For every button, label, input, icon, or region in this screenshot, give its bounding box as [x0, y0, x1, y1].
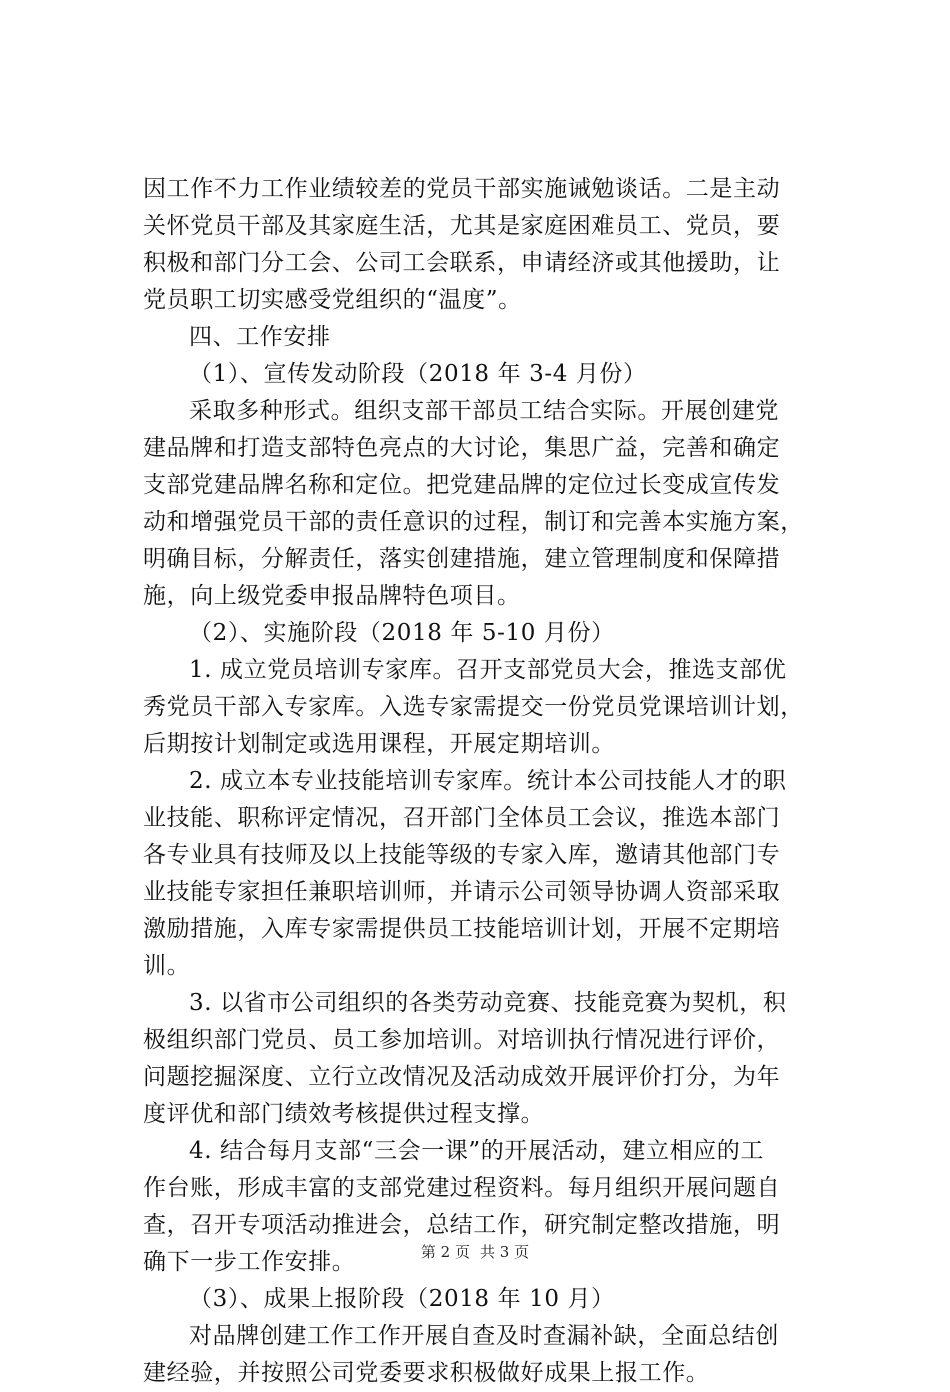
text-line: 积极和部门分工会、公司工会联系，申请经济或其他援助，让 — [143, 250, 781, 276]
text-line: 施，向上级党委申报品牌特色项目。 — [143, 583, 521, 609]
text-line: 查，召开专项活动推进会，总结工作，研究制定整改措施，明 — [143, 1212, 781, 1238]
text-line: 建经验，并按照公司党委要求积极做好成果上报工作。 — [143, 1360, 710, 1386]
page-total: 共 3 页 — [480, 1243, 530, 1261]
text-line: 2. 成立本专业技能培训专家库。统计本公司技能人才的职 — [189, 768, 787, 794]
text-line: 党员职工切实感受党组织的“温度”。 — [143, 287, 522, 313]
text-line: 3. 以省市公司组织的各类劳动竞赛、技能竞赛为契机，积 — [189, 990, 787, 1016]
text-line: 问题挖掘深度、立行立改情况及活动成效开展评价打分，为年 — [143, 1064, 781, 1090]
text-line: （3）、成果上报阶段（2018 年 10 月） — [189, 1286, 615, 1312]
text-line: 支部党建品牌名称和定位。把党建品牌的定位过长变成宣传发 — [143, 472, 781, 498]
text-line: 动和增强党员干部的责任意识的过程，制订和完善本实施方案， — [143, 509, 804, 535]
text-line: 训。 — [143, 953, 191, 979]
document-body — [143, 171, 833, 1392]
text-line: 4. 结合每月支部“三会一课”的开展活动，建立相应的工 — [189, 1138, 764, 1164]
text-line: 业技能、职称评定情况，召开部门全体员工会议，推选本部门 — [143, 805, 781, 831]
text-line: 后期按计划制定或选用课程，开展定期培训。 — [143, 731, 615, 757]
text-line: 极组织部门党员、员工参加培训。对培训执行情况进行评价， — [143, 1027, 781, 1053]
text-line: 1. 成立党员培训专家库。召开支部党员大会，推选支部优 — [189, 657, 787, 683]
text-line: 对品牌创建工作工作开展自查及时查漏补缺，全面总结创 — [189, 1323, 779, 1349]
text-line: 确下一步工作安排。 — [143, 1249, 356, 1275]
text-line: 因工作不力工作业绩较差的党员干部实施诫勉谈话。二是主动 — [143, 176, 781, 202]
text-line: 采取多种形式。组织支部干部员工结合实际。开展创建党 — [189, 398, 779, 424]
page-number: 第 2 页 — [420, 1243, 470, 1261]
text-line: 业技能专家担任兼职培训师，并请示公司领导协调人资部采取 — [143, 879, 781, 905]
text-line: 明确目标，分解责任，落实创建措施，建立管理制度和保障措 — [143, 546, 781, 572]
page-footer — [0, 1241, 950, 1262]
text-line: 秀党员干部入专家库。入选专家需提交一份党员党课培训计划， — [143, 694, 804, 720]
text-line: 作台账，形成丰富的支部党建过程资料。每月组织开展问题自 — [143, 1175, 781, 1201]
text-line: 度评优和部门绩效考核提供过程支撑。 — [143, 1101, 545, 1127]
text-line: （1）、宣传发动阶段（2018 年 3-4 月份） — [189, 361, 647, 387]
text-line: 各专业具有技师及以上技能等级的专家入库，邀请其他部门专 — [143, 842, 781, 868]
text-line: 激励措施，入库专家需提供员工技能培训计划，开展不定期培 — [143, 916, 781, 942]
text-line: 建品牌和打造支部特色亮点的大讨论，集思广益，完善和确定 — [143, 435, 781, 461]
text-line: 关怀党员干部及其家庭生活，尤其是家庭困难员工、党员，要 — [143, 213, 781, 239]
text-line: （2）、实施阶段（2018 年 5-10 月份） — [189, 620, 615, 646]
text-line: 四、工作安排 — [189, 324, 331, 350]
